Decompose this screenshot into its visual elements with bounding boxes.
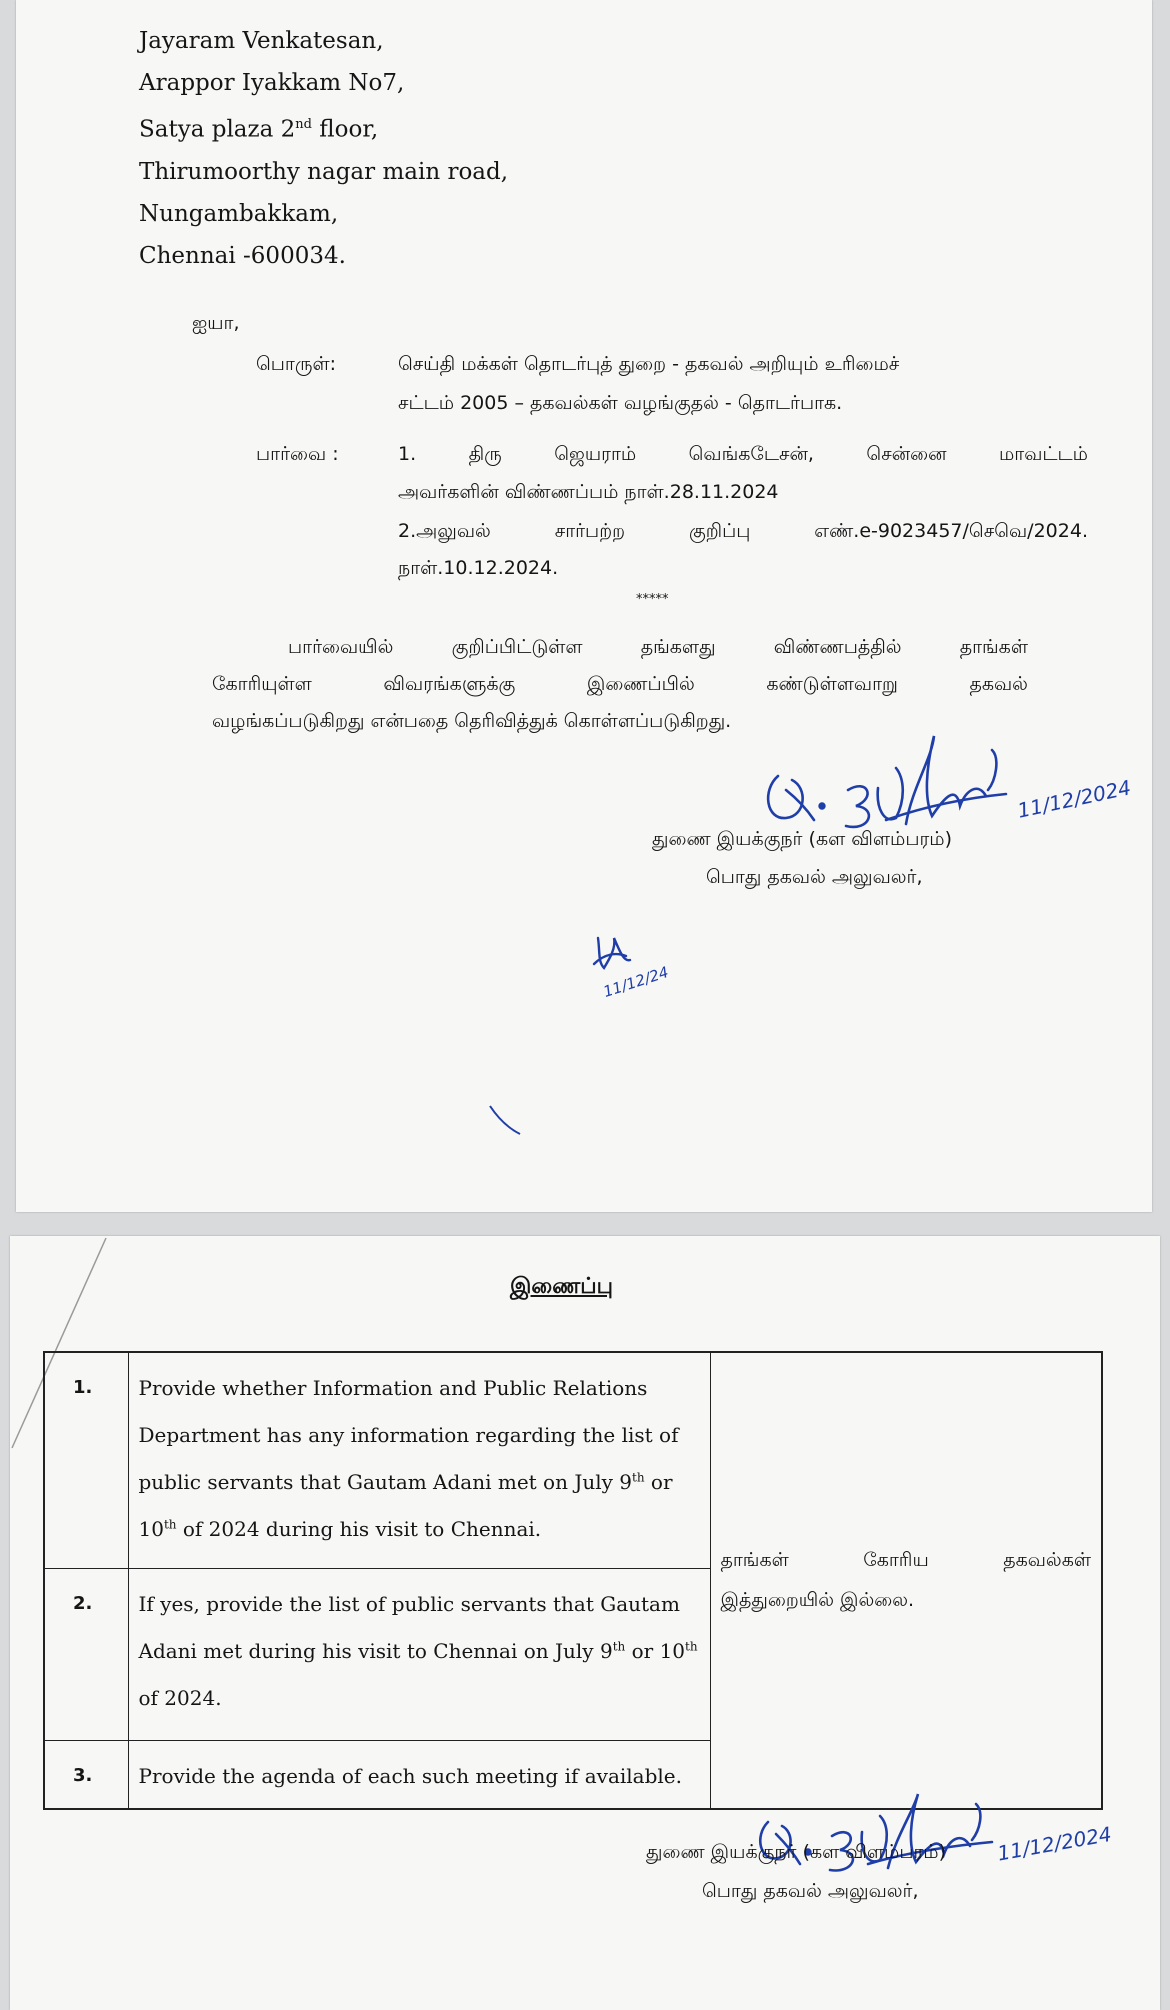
answer-cell: தாங்கள் கோரிய தகவல்கள் இத்துறையில் இல்லை. xyxy=(710,1352,1102,1809)
reference-label: பார்வை : xyxy=(256,443,339,465)
separator: ***** xyxy=(636,592,669,607)
row-number: 1. xyxy=(44,1352,128,1568)
reference-2-line-2: நாள்.10.12.2024. xyxy=(398,557,559,579)
reference-1-line-2: அவர்களின் விண்ணப்பம் நாள்.28.11.2024 xyxy=(398,481,779,503)
svg-text:11/12/2024: 11/12/2024 xyxy=(1015,775,1134,823)
body-line-1: பார்வையில் குறிப்பிட்டுள்ள தங்களது விண்ணபத்தில் தாங்கள் xyxy=(288,636,1028,658)
designation-2: துணை இயக்குநர் (கள விளம்பரம்) xyxy=(646,1841,946,1863)
row-number: 2. xyxy=(44,1568,128,1740)
pen-mark-icon xyxy=(484,1100,534,1140)
salutation: ஐயா, xyxy=(192,312,240,334)
address-line-name: Jayaram Venkatesan, xyxy=(139,28,384,54)
reference-1-line-1: 1. திரு ஜெயராம் வெங்கடேசன், சென்னை மாவட்டம் xyxy=(398,443,1088,465)
svg-text:11/12/2024: 11/12/2024 xyxy=(995,1821,1114,1866)
office-title-2: பொது தகவல் அலுவலர், xyxy=(702,1880,919,1902)
request-table xyxy=(43,1351,1103,1810)
question-cell: Provide the agenda of each such meeting if available. xyxy=(128,1740,710,1809)
initials-icon xyxy=(580,918,690,1001)
subject-line-1: செய்தி மக்கள் தொடர்புத் துறை - தகவல் அறியும் உரிமைச் xyxy=(398,353,900,375)
reference-2-line-1: 2.அலுவல் சார்பற்ற குறிப்பு எண்.e-9023457/செவெ/2024. xyxy=(398,520,1088,542)
row-number: 3. xyxy=(44,1740,128,1809)
body-line-3: வழங்கப்படுகிறது என்பதை தெரிவித்துக் கொள்ளப்படுகிறது. xyxy=(212,710,732,732)
body-line-2: கோரியுள்ள விவரங்களுக்கு இணைப்பில் கண்டுள்ளவாறு தகவல் xyxy=(212,673,1028,695)
address-line-area: Nungambakkam, xyxy=(139,200,339,227)
signature-2-icon xyxy=(746,1792,1114,1882)
question-cell: If yes, provide the list of public servants that Gautam Adani met during his visit to Chennai on July 9th or 10th of 2024. xyxy=(128,1568,710,1740)
letter-page xyxy=(16,0,1152,1212)
signature-1-icon xyxy=(756,728,1134,838)
svg-text:11/12/24: 11/12/24 xyxy=(601,963,671,1001)
office-title-1: பொது தகவல் அலுவலர், xyxy=(706,866,923,888)
subject-label: பொருள்: xyxy=(256,353,337,375)
annexure-title: இணைப்பு xyxy=(510,1274,613,1299)
question-cell: Provide whether Information and Public Relations Department has any information regarding the list of public servants that Gautam Adani met on July 9th or 10th of 2024 during his visit to Chennai. xyxy=(128,1352,710,1568)
recipient-address xyxy=(139,20,508,277)
address-line-building: Satya plaza 2nd floor, xyxy=(139,116,379,143)
designation-1: துணை இயக்குநர் (கள விளம்பரம்) xyxy=(652,828,952,850)
address-line-road: Thirumoorthy nagar main road, xyxy=(139,158,509,185)
address-line-city: Chennai -600034. xyxy=(139,242,346,269)
table-row xyxy=(44,1352,1102,1568)
subject-line-2: சட்டம் 2005 – தகவல்கள் வழங்குதல் - தொடர்பாக. xyxy=(398,392,843,414)
address-line-org: Arappor Iyakkam No7, xyxy=(139,70,405,96)
annexure-page xyxy=(10,1236,1160,2010)
